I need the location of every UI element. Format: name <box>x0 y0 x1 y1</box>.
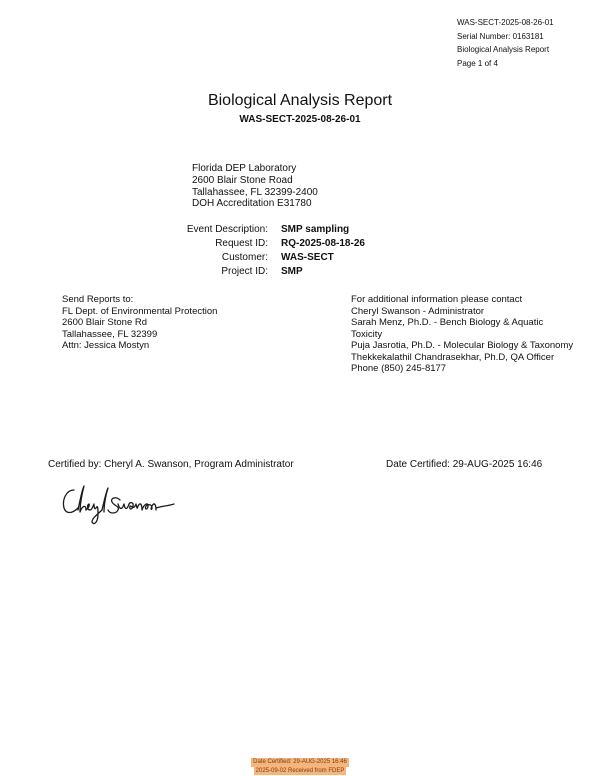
send-reports-street: 2600 Blair Stone Rd <box>62 317 148 328</box>
lab-name: Florida DEP Laboratory <box>192 163 297 174</box>
contact-line: Puja Jasrotia, Ph.D. - Molecular Biology & Taxonomy <box>351 340 574 351</box>
event-description-value: SMP sampling <box>281 224 350 235</box>
send-reports-block <box>62 294 217 352</box>
request-id-value: RQ-2025-08-18-26 <box>281 238 365 249</box>
header-report-type: Biological Analysis Report <box>457 45 550 54</box>
contact-block <box>351 294 591 375</box>
laboratory-address <box>192 163 318 210</box>
signature-image <box>58 480 188 528</box>
header-serial: Serial Number: 0163181 <box>457 31 544 41</box>
request-id-label: Request ID: <box>215 238 268 249</box>
stamp-date-certified: Date Certified: 29-AUG-2025 16:46 <box>253 759 347 765</box>
contact-line: Toxicity <box>351 328 383 340</box>
send-reports-heading: Send Reports to: <box>62 294 134 305</box>
page-subtitle: WAS-SECT-2025-08-26-01 <box>239 114 361 125</box>
send-reports-attn: Attn: Jessica Mostyn <box>62 340 150 351</box>
customer-value: WAS-SECT <box>281 252 334 263</box>
lab-street: 2600 Blair Stone Road <box>192 174 293 186</box>
info-values <box>281 223 365 279</box>
received-stamp <box>0 758 600 775</box>
stamp-received: 2025-09-02 Received from FDEP <box>255 767 345 774</box>
lab-city: Tallahassee, FL 32399-2400 <box>192 186 318 198</box>
header-doc-id: WAS-SECT-2025-08-26-01 <box>457 18 554 27</box>
contact-heading: For additional information please contact <box>351 294 523 305</box>
project-id-label: Project ID: <box>221 266 268 277</box>
page-header <box>457 16 554 70</box>
page-title: Biological Analysis Report <box>207 92 393 109</box>
header-page-number: Page 1 of 4 <box>457 58 498 68</box>
send-reports-city: Tallahassee, FL 32399 <box>62 328 158 340</box>
date-certified: Date Certified: 29-AUG-2025 16:46 <box>386 459 543 470</box>
event-description-label: Event Description: <box>186 224 268 235</box>
lab-accreditation: DOH Accreditation E31780 <box>192 198 312 210</box>
contact-line: Thekkekalathil Chandrasekhar, Ph.D, QA Officer <box>351 351 555 363</box>
contact-line: Cheryl Swanson - Administrator <box>351 305 485 317</box>
info-labels <box>120 223 268 279</box>
customer-label: Customer: <box>221 252 268 263</box>
contact-line: Sarah Menz, Ph.D. - Bench Biology & Aquatic <box>351 317 544 328</box>
send-reports-org: FL Dept. of Environmental Protection <box>62 305 218 317</box>
contact-phone: Phone (850) 245-8177 <box>351 363 447 374</box>
certified-by: Certified by: Cheryl A. Swanson, Program Administrator <box>48 459 294 470</box>
project-id-value: SMP <box>281 266 303 277</box>
